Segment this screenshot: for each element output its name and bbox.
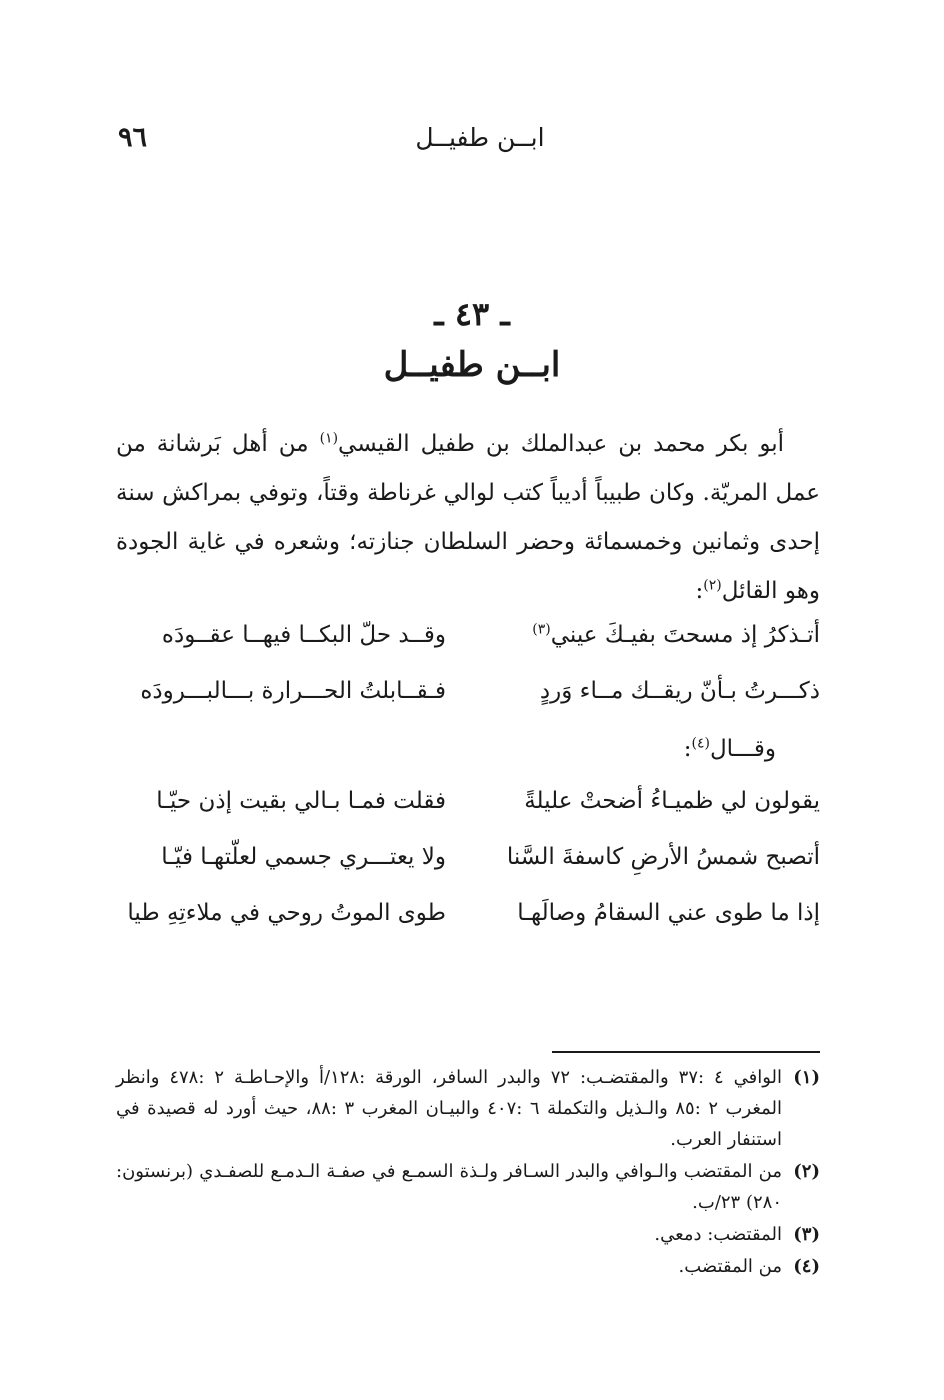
biography-text-1: أبو بكر محمد بن عبدالملك بن طفيل القيسي	[338, 431, 784, 457]
footnote-marker-3[interactable]: (٣)	[532, 621, 551, 638]
footnote-number: (٤)	[793, 1256, 820, 1277]
verse-second-hemistich: فقلت فمـا بـالي بقيت إذن حيّـا	[156, 788, 446, 814]
qala-text: وقـــال	[709, 736, 776, 762]
verse-line	[116, 778, 820, 824]
footnote-text: المقتضب: دمعي.	[654, 1224, 782, 1245]
footnote-number: (٣)	[793, 1224, 820, 1245]
footnote-text: من المقتضب.	[678, 1256, 782, 1277]
footnote	[116, 1219, 820, 1250]
entry-number: ـ ٤٣ ـ	[434, 295, 510, 333]
biography-text-2: من أهل بَرشانة من عمل المريّة. وكان طبيباً أديباً كتب لوالي غرناطة وقتاً، وتوفي بمراكش سنة إحدى وثمانين وخمسمائة وحضر السلطان جنازته؛ وشعره في غاية الجودة وهو القائل	[116, 431, 820, 604]
verse-line	[116, 890, 820, 936]
qala-colon: :	[683, 736, 692, 762]
verse-second-hemistich: وقــد حلّ البكــا فيهــا عقــودَه	[161, 622, 446, 648]
footnote-divider	[552, 1051, 820, 1053]
verse-first-hemistich: يقولون لي ظميـاءُ أضحتْ عليلةً	[524, 788, 820, 814]
entry-title: ابــن طفيــل	[383, 345, 561, 385]
page-number: ٩٦	[118, 122, 148, 153]
verse-second-hemistich: طوى الموتُ روحي في ملاءتِهِ طيا	[127, 900, 446, 926]
verse-second-hemistich: ولا يعتـــري جسمي لعلّتهـا فيّـا	[161, 844, 446, 870]
footnote-number: (١)	[793, 1067, 820, 1088]
poem-intro	[116, 726, 776, 772]
verse-first-hemistich: أتصبح شمسُ الأرضِ كاسفةَ السَّنا	[506, 844, 820, 870]
footnote-text: الوافي ٤ :٣٧ والمقتضـب: ٧٢ والبدر السافر، الورقة :١٢٨/أ والإحـاطـة ٢ :٤٧٨ وانظر المغرب ٢ :٨٥ والـذيل والتكملة ٦ :٤٠٧ والبيـان المغرب ٣ :٨٨، حيث أورد له قصيدة في استنفار العرب.	[116, 1067, 783, 1150]
verse-line	[116, 834, 820, 880]
verse-second-hemistich: فـقــابلتُ الحـــرارة بـــالبـــرودَه	[140, 678, 446, 704]
verse-first-hemistich: إذا ما طوى عني السقامُ وصالَهـا	[517, 900, 820, 926]
footnote-marker-4[interactable]: (٤)	[691, 735, 710, 752]
footnote	[116, 1062, 820, 1155]
footnote	[116, 1251, 820, 1282]
footnotes	[116, 1062, 820, 1283]
footnote-marker-1[interactable]: (١)	[319, 430, 339, 447]
footnote-number: (٢)	[793, 1161, 820, 1182]
biography-text-3: :	[695, 578, 704, 604]
footnote	[116, 1156, 820, 1218]
footnote-text: من المقتضب والـوافي والبدر السـافر ولـذة السمـع في صفـة الـدمـع للصفـدي (برنستون: ٢٨٠) ٢٣/ب.	[116, 1161, 782, 1213]
verse-first-hemistich: ذكـــرتُ بـأنّ ريقــك مــاء وَردٍ	[539, 678, 820, 704]
verse-first-hemistich	[490, 612, 820, 658]
verse-line	[116, 612, 820, 658]
verse-line	[116, 668, 820, 714]
footnote-marker-2[interactable]: (٢)	[703, 577, 722, 594]
running-title: ابــن طفيــل	[415, 123, 545, 152]
hemistich-text: أتـذكرُ إذ مسحتَ بفيـكَ عيني	[550, 622, 820, 648]
biography-paragraph	[116, 420, 820, 616]
